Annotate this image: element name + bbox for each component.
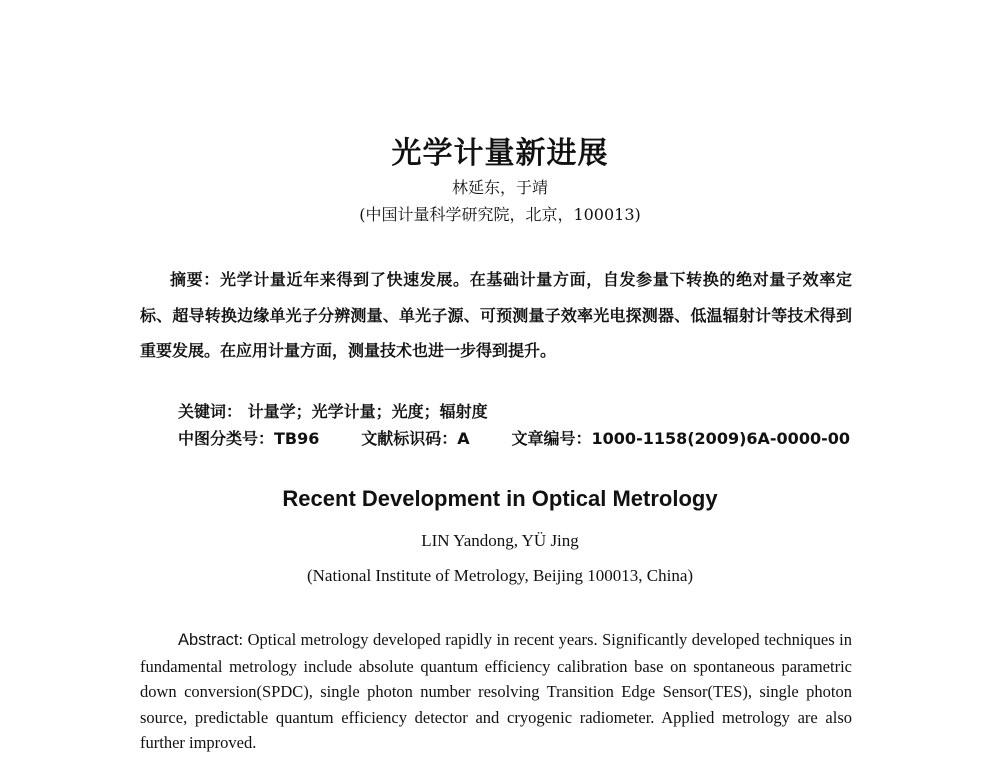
- chinese-abstract-label: 摘要：: [170, 270, 220, 289]
- article-number: 文章编号：1000-1158(2009)6A-0000-00: [511, 429, 850, 448]
- english-abstract-text: : Optical metrology developed rapidly in recent years. Significantly developed techniques in fundamental metrology include absolute quantum efficiency calibration base on spontaneous parametric down conversion(SPDC), single photon number resolving Transition Edge Sensor(TES), single photon source, predictable quantum efficiency detector and cryogenic radiometer. Applied metrology are also further improved.: [140, 630, 852, 752]
- chinese-title: 光学计量新进展: [391, 136, 609, 171]
- chinese-affiliation: (中国计量科学研究院，北京，100013): [359, 205, 641, 224]
- english-affiliation: (National Institute of Metrology, Beijing 100013, China): [306, 566, 694, 585]
- chinese-authors: 林延东，于靖: [451, 178, 548, 197]
- english-authors: LIN Yandong, YÜ Jing: [421, 531, 579, 550]
- chinese-keywords: [178, 399, 488, 422]
- classification-number: 中图分类号：TB96: [178, 429, 320, 448]
- chinese-abstract: [140, 262, 852, 369]
- english-abstract: [140, 627, 852, 756]
- document-code: 文献标识码：A: [361, 429, 470, 448]
- english-abstract-label: Abstract: [178, 631, 239, 649]
- keywords-text: 计量学；光学计量；光度；辐射度: [247, 402, 488, 421]
- chinese-abstract-text: 光学计量近年来得到了快速发展。在基础计量方面，自发参量下转换的绝对量子效率定标、超导转换边缘单光子分辨测量、单光子源、可预测量子效率光电探测器、低温辐射计等技术得到重要发展。在应用计量方面，测量技术也进一步得到提升。: [140, 270, 852, 360]
- keywords-label: 关键词：: [178, 402, 243, 421]
- classification-line: [178, 426, 850, 449]
- english-title: Recent Development in Optical Metrology: [282, 486, 718, 511]
